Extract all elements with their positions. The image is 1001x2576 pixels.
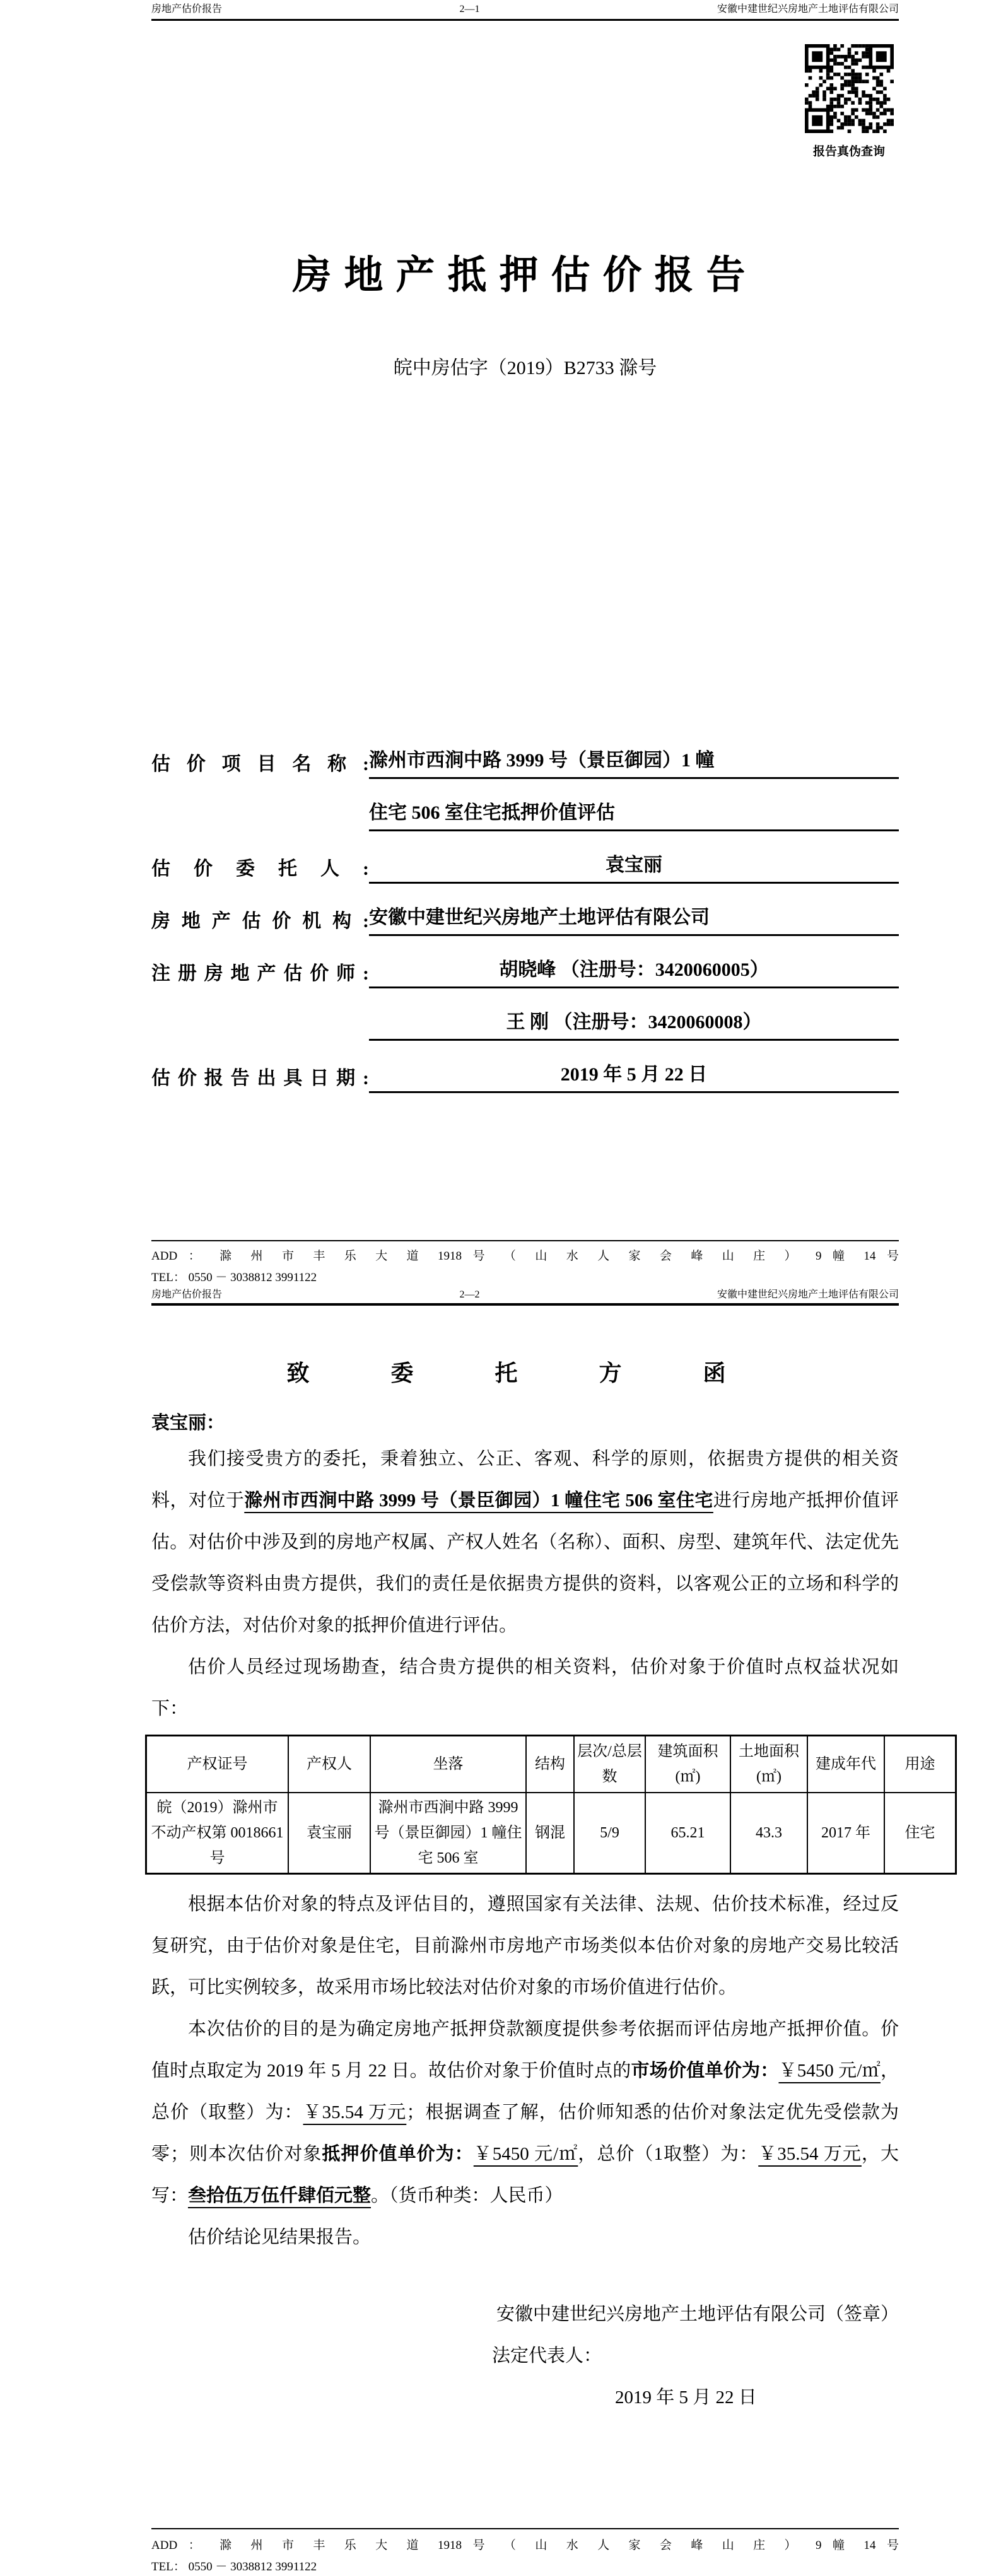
table-data-row (146, 1793, 956, 1874)
qr-caption: 报告真伪查询 (812, 145, 885, 158)
col-location: 坐落 (370, 1736, 526, 1793)
market-total-price-value: ￥35.54 万元 (303, 2102, 407, 2122)
table-header-row (146, 1736, 956, 1793)
running-header-doc-type: 房地产估价报告 (151, 1289, 223, 1300)
market-unit-price-label: 市场价值单价为： (631, 2061, 779, 2081)
field-label: 估价报告出具日期: (151, 1068, 369, 1089)
signature-company: 安徽中建世纪兴房地产土地评估有限公司（签章） (496, 2304, 899, 2324)
field-value: 王 刚 （注册号：3420060008） (369, 1008, 899, 1041)
page1-footer-address: ADD ： 滁 州 市 丰 乐 大 道 1918 号 （ 山 水 人 家 会 峰 山 庄 ） 9 幢 14 号 (151, 1250, 899, 1263)
mortgage-unit-price-value: ￥5450 元/㎡ (473, 2144, 578, 2164)
field-label: 估 价 项 目 名 称 : (151, 754, 369, 775)
field-value: 住宅 506 室住宅抵押价值评估 (369, 799, 899, 831)
running-header-page-number: 2—1 (459, 4, 480, 15)
col-building-area: 建筑面积(㎡) (645, 1736, 730, 1793)
cell-certificate-no: 皖（2019）滁州市不动产权第 0018661 号 (146, 1793, 289, 1874)
page2-footer-phone: TEL： 0550 － 3038812 3991122 (151, 2560, 317, 2573)
cell-building-area: 65.21 (645, 1793, 730, 1874)
signature-date: 2019 年 5 月 22 日 (615, 2387, 757, 2408)
field-label: 房地产估价机构: (151, 911, 369, 932)
cell-structure: 钢混 (526, 1793, 574, 1874)
subject-property-address: 滁州市西涧中路 3999 号（景臣御园）1 幢住宅 506 室住宅 (244, 1490, 713, 1511)
mortgage-total-price-value: ￥35.54 万元 (758, 2144, 862, 2164)
letter-title: 致 委 托 方 函 (286, 1361, 764, 1386)
paragraph-valuation (151, 2008, 899, 2216)
salutation: 袁宝丽： (151, 1413, 225, 1433)
cell-land-area: 43.3 (730, 1793, 807, 1874)
paragraph-method: 根据本估价对象的特点及评估目的，遵照国家有关法律、法规、估价技术标准，经过反复研究，由于估价对象是住宅，目前滁州市房地产市场类似本估价对象的房地产交易比较活跃，可比实例较多，故采用市场比较法对估价对象的市场价值进行估价。 (151, 1894, 899, 1998)
paragraph-conclusion: 估价结论见结果报告。 (188, 2227, 372, 2247)
running-header-page-number: 2—2 (459, 1289, 480, 1300)
cell-location: 滁州市西涧中路 3999 号（景臣御园）1 幢住宅 506 室 (370, 1793, 526, 1874)
report-number: 皖中房估字（2019）B2733 滁号 (393, 358, 657, 378)
cell-floor: 5/9 (574, 1793, 645, 1874)
text-run: 本次估价的目的是为确定房地产抵押贷款额度提供参考依据而评估房地产抵押价值。价值时点取定为 2019 年 5 月 22 日。故估价对象于价值时点的 (151, 2019, 899, 2081)
col-use: 用途 (884, 1736, 956, 1793)
field-value: 2019 年 5 月 22 日 (369, 1060, 899, 1093)
field-value: 安徽中建世纪兴房地产土地评估有限公司 (369, 903, 899, 936)
running-header-company: 安徽中建世纪兴房地产土地评估有限公司 (717, 4, 899, 15)
letter-body (151, 1408, 935, 2418)
text-run: ，总价（1取整）为： (578, 2144, 759, 2164)
cell-owner: 袁宝丽 (288, 1793, 370, 1874)
market-unit-price-value: ￥5450 元/㎡ (778, 2061, 881, 2081)
col-floor: 层次/总层数 (574, 1736, 645, 1793)
field-appraiser-1 (151, 936, 899, 988)
report-title: 房地产抵押估价报告 (292, 254, 758, 297)
col-owner: 产权人 (288, 1736, 370, 1793)
field-value: 滁州市西涧中路 3999 号（景臣御园）1 幢 (369, 746, 899, 779)
page1-footer-rule (151, 1240, 899, 1241)
signature-legal-representative: 法定代表人： (492, 2346, 602, 2366)
field-issue-date (151, 1041, 899, 1093)
field-value: 胡晓峰 （注册号：3420060005） (369, 956, 899, 988)
qr-code (805, 44, 894, 133)
amount-in-words: 叁拾伍万伍仟肆佰元整 (188, 2186, 372, 2206)
running-header-company: 安徽中建世纪兴房地产土地评估有限公司 (717, 1289, 899, 1300)
paragraph-intro (151, 1438, 899, 1646)
field-value: 袁宝丽 (369, 851, 899, 884)
field-appraiser-2 (151, 988, 899, 1041)
mortgage-unit-price-label: 抵押价值单价为： (322, 2144, 474, 2164)
cell-use: 住宅 (884, 1793, 956, 1874)
field-label: 估 价 委 托 人 : (151, 858, 369, 879)
page1-header-rule (151, 19, 899, 21)
col-structure: 结构 (526, 1736, 574, 1793)
cover-fields (151, 727, 899, 1093)
text-run: ，总价（取整）为： (151, 2061, 899, 2122)
page2-footer-rule (151, 2528, 899, 2529)
field-agency (151, 884, 899, 936)
cell-year-built: 2017 年 (807, 1793, 884, 1874)
text-run: ，大写： (151, 2144, 899, 2206)
property-rights-table (145, 1735, 957, 1875)
page2-footer-address: ADD ： 滁 州 市 丰 乐 大 道 1918 号 （ 山 水 人 家 会 峰 山 庄 ） 9 幢 14 号 (151, 2539, 899, 2552)
field-project-name-line2 (151, 779, 899, 831)
paragraph-survey: 估价人员经过现场勘查，结合贵方提供的相关资料，估价对象于价值时点权益状况如下： (151, 1657, 899, 1719)
col-certificate-no: 产权证号 (146, 1736, 289, 1793)
text-run: ；根据调查了解，估价师知悉的估价对象法定优先受偿款为零；则本次估价对象 (151, 2102, 899, 2164)
col-year-built: 建成年代 (807, 1736, 884, 1793)
field-client (151, 831, 899, 884)
text-run: 。（货币种类：人民币） (371, 2186, 563, 2206)
text-run: 我们接受贵方的委托，秉着独立、公正、客观、科学的原则，依据贵方提供的相关资料，对位于 (151, 1449, 899, 1511)
page2-header-rule (151, 1303, 899, 1306)
field-project-name (151, 727, 899, 779)
text-run: 进行房地产抵押价值评估。对估价中涉及到的房地产权属、产权人姓名（名称）、面积、房型、建筑年代、法定优先受偿款等资料由贵方提供，我们的责任是依据贵方提供的资料，以客观公正的立场和科学的估价方法，对估价对象的抵押价值进行评估。 (151, 1490, 899, 1636)
qr-code-image (805, 44, 894, 133)
page2-running-header (151, 1288, 899, 1302)
col-land-area: 土地面积(㎡) (730, 1736, 807, 1793)
field-label: 注册房地产估价师: (151, 963, 369, 984)
running-header-doc-type: 房地产估价报告 (151, 4, 223, 15)
page1-running-header (151, 3, 899, 16)
page1-footer-phone: TEL： 0550 － 3038812 3991122 (151, 1271, 317, 1284)
